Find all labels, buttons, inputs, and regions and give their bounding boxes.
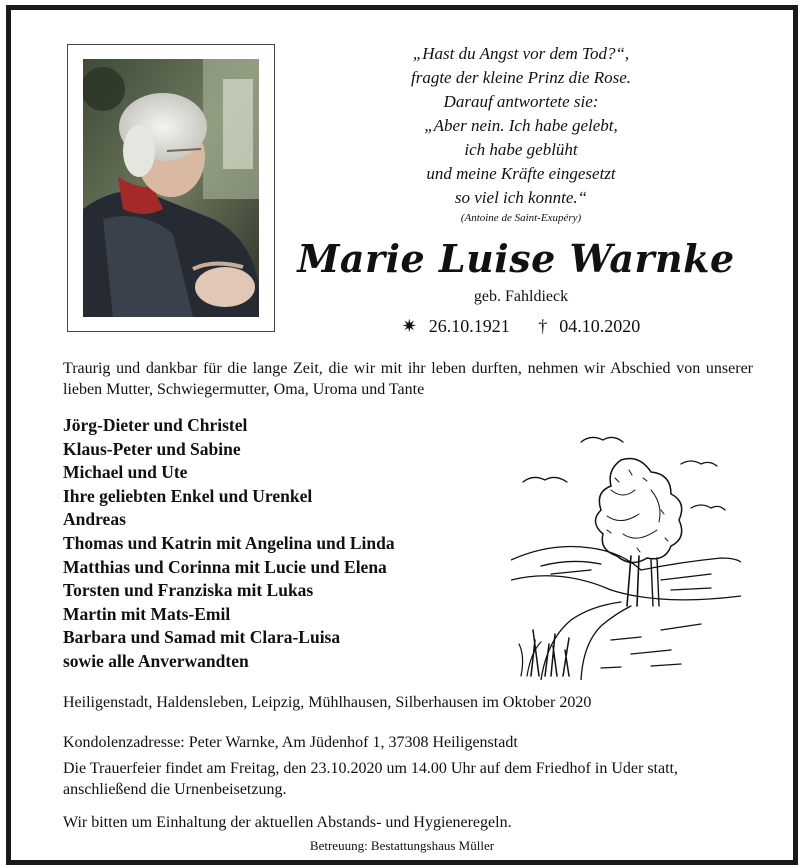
mourner-line: sowie alle Anverwandten	[63, 650, 249, 671]
mourner-line: Klaus-Peter und Sabine	[63, 438, 241, 459]
intro-text: Traurig und dankbar für die lange Zeit, die wir mit ihr leben durften, nehmen wir Abschied von unserer lieben Mutter, Schwiegermutter, Oma, Uroma und Tante	[63, 360, 753, 398]
deceased-name: Marie Luise Warnke	[297, 236, 735, 281]
mourners-list	[63, 414, 503, 674]
mourner-line: Barbara und Samad mit Clara-Luisa	[63, 627, 341, 648]
quote-line: so viel ich konnte.“	[454, 188, 588, 207]
portrait-photo	[83, 59, 259, 317]
quote-author: (Antoine de Saint-Exupéry)	[460, 212, 582, 224]
mourner-line: Ihre geliebten Enkel und Urenkel	[63, 485, 313, 506]
quote-line: und meine Kräfte eingesetzt	[426, 164, 616, 183]
mourner-line: Andreas	[63, 509, 126, 530]
quote-line: „Aber nein. Ich habe gelebt,	[424, 116, 618, 135]
death-date-group	[532, 316, 646, 336]
quote-line: „Hast du Angst vor dem Tod?“,	[412, 44, 630, 63]
death-cross-icon: †	[538, 316, 548, 336]
funeral-info: Die Trauerfeier findet am Freitag, den 23.10.2020 um 14.00 Uhr auf dem Friedhof in Uder statt, anschließend die Urnenbeisetzung.	[63, 760, 678, 798]
life-dates	[341, 316, 701, 337]
death-date: 04.10.2020	[559, 316, 641, 336]
quote-line: Darauf antwortete sie:	[443, 92, 599, 111]
obituary-frame	[6, 5, 798, 865]
hygiene-note: Wir bitten um Einhaltung der aktuellen Abstands- und Hygieneregeln.	[63, 814, 512, 831]
undertaker-credit: Betreuung: Bestattungshaus Müller	[309, 838, 495, 853]
place-and-date: Heiligenstadt, Haldensleben, Leipzig, Mühlhausen, Silberhausen im Oktober 2020	[63, 694, 592, 711]
quote-line: ich habe geblüht	[464, 140, 578, 159]
birth-name: geb. Fahldieck	[473, 288, 569, 305]
mourner-line: Thomas und Katrin mit Angelina und Linda	[63, 532, 395, 553]
portrait-image	[83, 59, 259, 317]
birth-star-icon: ✷	[401, 316, 417, 336]
birth-date: 26.10.1921	[428, 316, 510, 336]
landscape-tree-illustration	[511, 430, 741, 680]
mourner-line: Martin mit Mats-Emil	[63, 603, 231, 624]
mourner-line: Michael und Ute	[63, 462, 188, 483]
birth-date-group	[396, 316, 516, 336]
mourner-line: Jörg-Dieter und Christel	[63, 415, 248, 435]
condolence-address: Kondolenzadresse: Peter Warnke, Am Jüdenhof 1, 37308 Heiligenstadt	[63, 734, 518, 751]
portrait-frame	[67, 44, 275, 332]
quote-line: fragte der kleine Prinz die Rose.	[410, 68, 631, 87]
mourner-line: Matthias und Corinna mit Lucie und Elena	[63, 556, 387, 577]
mourner-line: Torsten und Franziska mit Lukas	[63, 580, 314, 601]
quote-block	[341, 42, 701, 226]
